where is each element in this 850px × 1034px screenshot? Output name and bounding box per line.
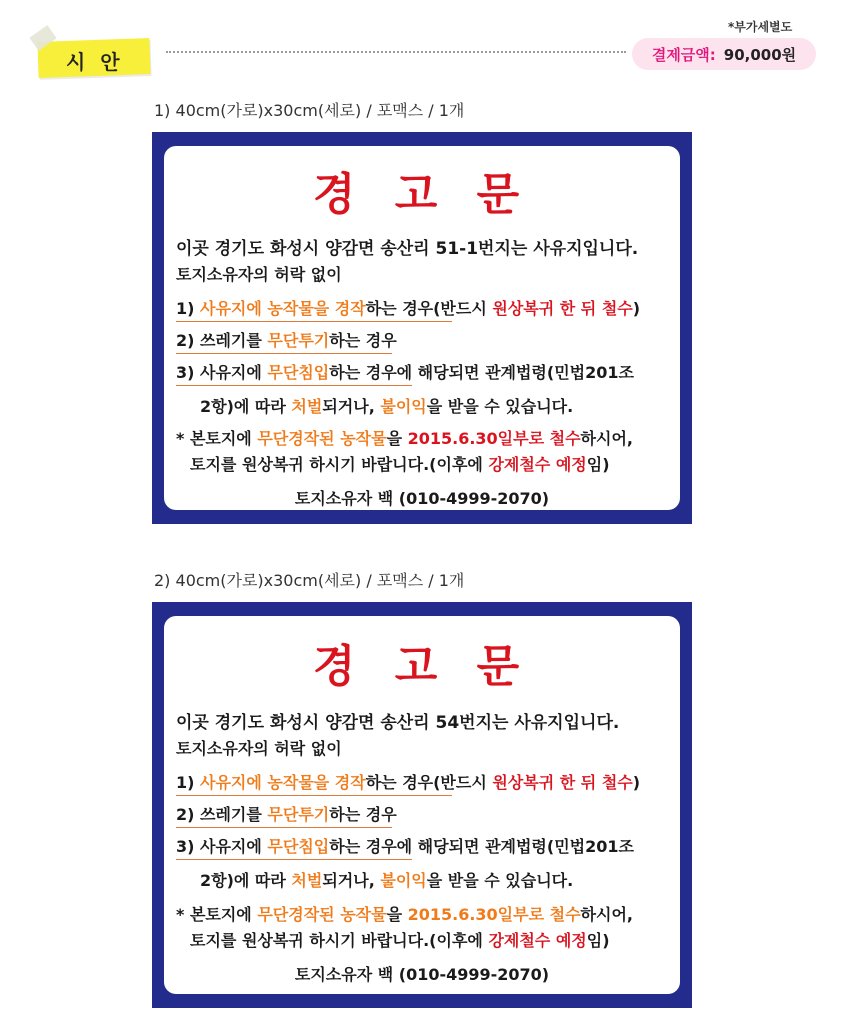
sign-title: 경 고 문: [312, 641, 532, 692]
price-label: 결제금액:: [651, 45, 716, 64]
sign-item-2: 2) 쓰레기를 무단투기하는 경우: [176, 805, 397, 824]
underline: [176, 353, 392, 354]
dotted-divider: [166, 51, 626, 53]
sign-item-1: 1) 사유지에 농작물을 경작하는 경우(반드시 원상복귀 한 뒤 철수): [176, 299, 641, 318]
sign-spec-2: 2) 40cm(가로)x30cm(세로) / 포맥스 / 1개: [154, 571, 465, 590]
sign-title: 경 고 문: [312, 169, 532, 220]
sign-headline: 이곳 경기도 화성시 양감면 송산리 51-1번지는 사유지입니다.: [176, 239, 639, 259]
sign-contact: 토지소유자 백 (010-4999-2070): [294, 965, 550, 984]
underline: [176, 795, 452, 796]
header: [0, 0, 850, 100]
price-value: 90,000원: [723, 45, 797, 64]
underline: [176, 321, 452, 322]
sign-item-2: 2) 쓰레기를 무단투기하는 경우: [176, 331, 397, 350]
sign-headline: 이곳 경기도 화성시 양감면 송산리 54번지는 사유지입니다.: [176, 713, 620, 733]
price-badge: [632, 38, 816, 70]
sign-contact: 토지소유자 백 (010-4999-2070): [294, 489, 550, 508]
sign-item-3: 3) 사유지에 무단침입하는 경우에 해당되면 관계법령(민법201조: [176, 837, 634, 856]
sign-panel: [164, 616, 680, 994]
underline: [176, 385, 412, 386]
sign-item-1: 1) 사유지에 농작물을 경작하는 경우(반드시 원상복귀 한 뒤 철수): [176, 773, 641, 792]
sian-label: 시 안: [66, 50, 124, 74]
sign-note-2: 토지를 원상복귀 하시기 바랍니다.(이후에 강제철수 예정임): [190, 455, 610, 474]
warning-sign-2: [152, 602, 692, 1008]
sign-item-3: 3) 사유지에 무단침입하는 경우에 해당되면 관계법령(민법201조: [176, 363, 634, 382]
underline: [176, 859, 412, 860]
underline: [176, 827, 392, 828]
sign-note-1: * 본토지에 무단경작된 농작물을 2015.6.30일부로 철수하시어,: [176, 905, 633, 924]
sign-line-permission: 토지소유자의 허락 없이: [176, 739, 342, 758]
warning-sign-1: [152, 132, 692, 524]
sign-note-1: * 본토지에 무단경작된 농작물을 2015.6.30일부로 철수하시어,: [176, 429, 633, 448]
sign-line-permission: 토지소유자의 허락 없이: [176, 265, 342, 284]
sign-panel: [164, 146, 680, 510]
sign-note-2: 토지를 원상복귀 하시기 바랍니다.(이후에 강제철수 예정임): [190, 931, 610, 950]
sign-item-3-cont: 2항)에 따라 처벌되거나, 불이익을 받을 수 있습니다.: [200, 397, 574, 416]
sign-spec-1: 1) 40cm(가로)x30cm(세로) / 포맥스 / 1개: [154, 101, 465, 120]
vat-note: *부가세별도: [728, 20, 793, 34]
sign-item-3-cont: 2항)에 따라 처벌되거나, 불이익을 받을 수 있습니다.: [200, 871, 574, 890]
